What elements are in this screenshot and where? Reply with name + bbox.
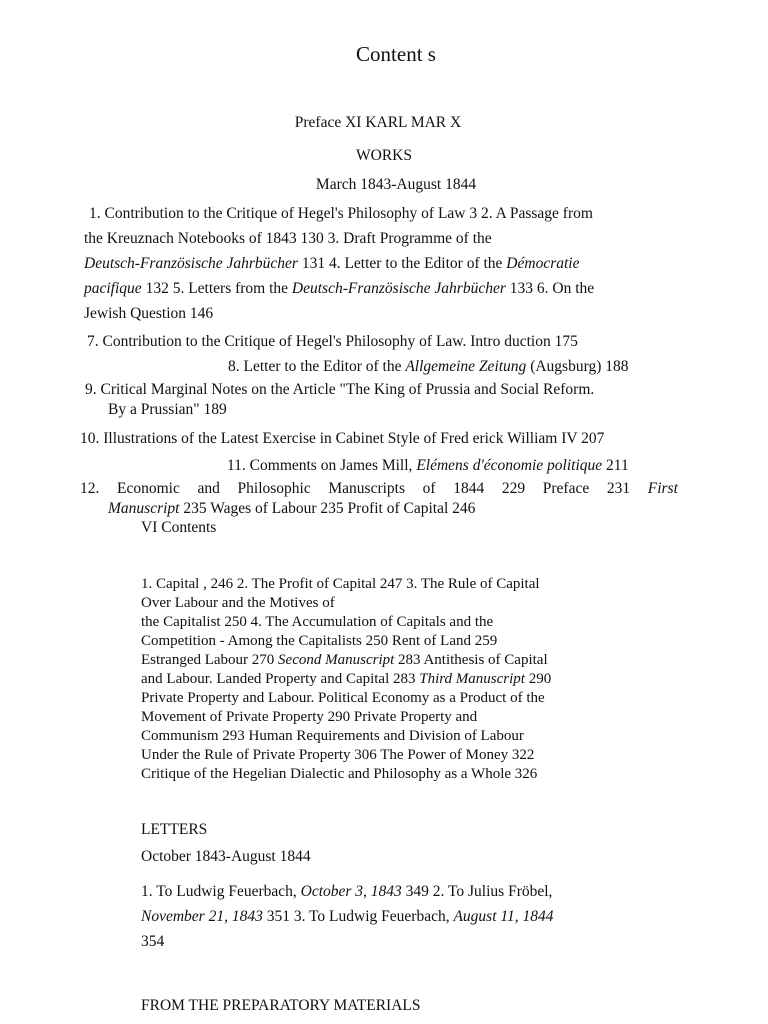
toc-line: 1. Capital , 246 2. The Profit of Capital 247 3. The Rule of Capital xyxy=(141,576,540,592)
toc-text: (Augsburg) 188 xyxy=(526,358,629,375)
toc-text: 349 2. To Julius Fröbel, xyxy=(401,883,553,900)
journal-title: Allgemeine Zeitung xyxy=(405,358,527,375)
book-title: Elémens d'économie politique xyxy=(416,457,603,474)
toc-line xyxy=(141,651,641,670)
toc-text: 1. Contribution to the Critique of Hegel's Philosophy of Law 3 2. A Passage from xyxy=(89,205,593,222)
toc-line: Private Property and Labour. Political Economy as a Product of the xyxy=(141,690,545,706)
toc-line: 354 xyxy=(141,933,165,950)
toc-word: 229 xyxy=(501,480,526,497)
toc-text: 290 xyxy=(524,671,552,687)
section-title: Manuscript xyxy=(108,500,180,517)
letter-date: August 11, 1844 xyxy=(453,908,554,925)
works-heading: WORKS xyxy=(356,147,412,164)
toc-text: the Kreuznach Notebooks of 1843 130 3. Draft Programme of the xyxy=(84,230,492,247)
toc-line: 9. Critical Marginal Notes on the Article "The King of Prussia and Social Reform. xyxy=(85,381,595,398)
journal-title: pacifique xyxy=(84,280,142,297)
preparatory-heading: FROM THE PREPARATORY MATERIALS xyxy=(141,997,421,1014)
toc-line xyxy=(108,499,475,519)
toc-line: By a Prussian" 189 xyxy=(108,401,227,418)
toc-line: the Capitalist 250 4. The Accumulation of Capitals and the xyxy=(141,614,494,630)
manuscript-contents xyxy=(141,575,641,784)
toc-line-justified xyxy=(80,479,678,499)
toc-line: Critique of the Hegelian Dialectic and Philosophy as a Whole 326 xyxy=(141,766,538,782)
toc-text: 11. Comments on James Mill, xyxy=(227,457,417,474)
toc-text: Estranged Labour 270 xyxy=(141,652,279,668)
toc-text: 8. Letter to the Editor of the xyxy=(228,358,406,375)
toc-line xyxy=(141,904,641,929)
section-title: Second Manuscript xyxy=(278,652,395,668)
toc-line xyxy=(141,670,641,689)
toc-word: 231 xyxy=(606,480,631,497)
toc-text: 351 3. To Ludwig Feuerbach, xyxy=(262,908,454,925)
journal-title: Démocratie xyxy=(506,255,580,272)
works-item-7: 7. Contribution to the Critique of Hegel's Philosophy of Law. Intro duction 175 xyxy=(87,333,578,350)
letters-heading: LETTERS xyxy=(141,821,208,838)
toc-text: 1. To Ludwig Feuerbach, xyxy=(141,883,301,900)
section-title: First xyxy=(647,480,678,497)
works-item-8 xyxy=(228,354,629,379)
toc-line xyxy=(84,201,684,226)
works-items-1-6 xyxy=(84,201,684,326)
toc-line xyxy=(84,251,684,276)
toc-line: Competition - Among the Capitalists 250 Rent of Land 259 xyxy=(141,633,498,649)
works-item-10: 10. Illustrations of the Latest Exercise in Cabinet Style of Fred erick William IV 207 xyxy=(80,430,605,447)
toc-line xyxy=(84,276,684,301)
letter-date: November 21, 1843 xyxy=(141,908,263,925)
preface-line: Preface XI KARL MAR X xyxy=(294,114,462,131)
journal-title: Deutsch-Französische Jahrbücher xyxy=(291,280,506,297)
toc-text: 131 4. Letter to the Editor of the xyxy=(297,255,507,272)
toc-word: and xyxy=(197,480,220,497)
toc-word: Philosophic xyxy=(237,480,311,497)
page-title: Content s xyxy=(356,42,436,66)
letters-dates: October 1843-August 1844 xyxy=(141,848,311,865)
works-dates: March 1843-August 1844 xyxy=(315,176,477,193)
toc-line: Under the Rule of Private Property 306 The Power of Money 322 xyxy=(141,747,535,763)
toc-word: of xyxy=(422,480,436,497)
toc-text: and Labour. Landed Property and Capital 283 xyxy=(141,671,420,687)
toc-line: Movement of Private Property 290 Private Property and xyxy=(141,709,478,725)
journal-title: Deutsch-Französische Jahrbücher xyxy=(84,255,298,272)
toc-line xyxy=(84,226,684,251)
toc-text: 211 xyxy=(602,457,629,474)
toc-text: 235 Wages of Labour 235 Profit of Capital 246 xyxy=(179,500,476,517)
letter-date: October 3, 1843 xyxy=(300,883,402,900)
toc-text: 132 5. Letters from the xyxy=(141,280,292,297)
toc-word: Preface xyxy=(542,480,590,497)
toc-word: 1844 xyxy=(453,480,485,497)
toc-text: Jewish Question 146 xyxy=(84,305,214,322)
section-title: Third Manuscript xyxy=(419,671,525,687)
letters-list xyxy=(141,879,641,954)
toc-line xyxy=(84,301,684,326)
toc-text: 283 Antithesis of Capital xyxy=(394,652,548,668)
toc-word: Economic xyxy=(117,480,180,497)
toc-line: Over Labour and the Motives of xyxy=(141,595,335,611)
toc-line xyxy=(141,879,641,904)
toc-word: Manuscripts xyxy=(328,480,406,497)
works-item-11 xyxy=(227,453,629,478)
running-header: VI Contents xyxy=(141,519,217,536)
toc-word: 12. xyxy=(80,480,100,497)
toc-line: Communism 293 Human Requirements and Division of Labour xyxy=(141,728,524,744)
toc-text: 133 6. On the xyxy=(505,280,595,297)
